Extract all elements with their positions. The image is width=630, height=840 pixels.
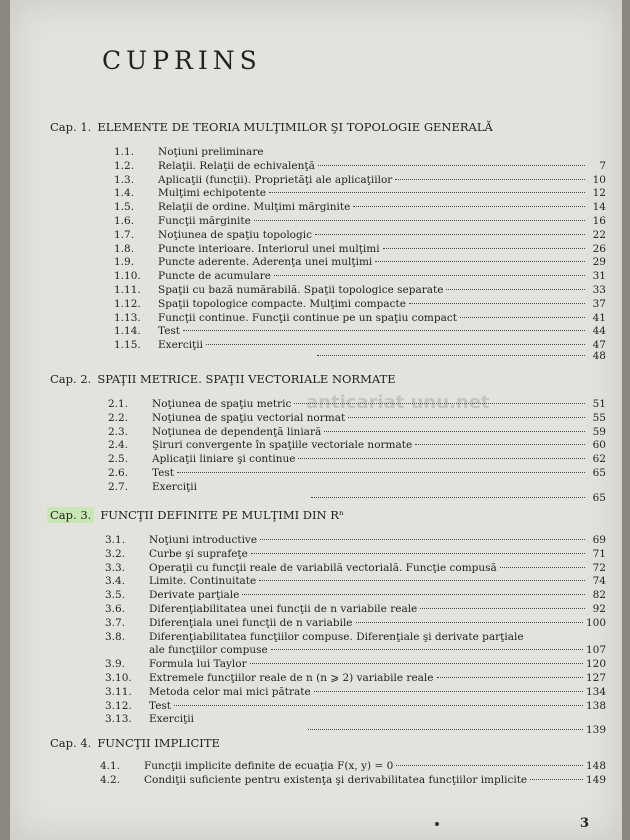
toc-entry[interactable] bbox=[114, 160, 606, 172]
entry-page: 47 bbox=[592, 339, 606, 352]
entry-title: Metoda celor mai mici pătrate bbox=[149, 685, 311, 698]
entry-number: 2.6. bbox=[108, 467, 129, 479]
leader-dots bbox=[317, 355, 585, 356]
watermark bbox=[306, 392, 490, 413]
leader-dots bbox=[269, 192, 585, 193]
entry-page: 69 bbox=[592, 534, 606, 546]
entry-number: 1.3. bbox=[114, 173, 135, 186]
leader-dots bbox=[315, 234, 585, 235]
entry-title: Spaţii topologice compacte. Mulţimi compacte bbox=[158, 297, 406, 310]
leader-dots bbox=[396, 765, 583, 766]
entry-number: 1.8. bbox=[114, 242, 135, 255]
document-page bbox=[10, 0, 622, 840]
toc-entry[interactable] bbox=[114, 174, 606, 186]
chapter-title: ELEMENTE DE TEORIA MULŢIMILOR ŞI TOPOLOGIE GENERALĂ bbox=[97, 120, 493, 134]
entry-title: Mulţimi echipotente bbox=[158, 187, 266, 200]
toc-entry[interactable] bbox=[114, 229, 606, 241]
entry-title: Exerciţii bbox=[158, 339, 203, 352]
leader-dots bbox=[530, 779, 583, 780]
toc-entry[interactable] bbox=[105, 631, 606, 643]
entry-number: 1.9. bbox=[114, 256, 135, 269]
entry-number: 1.2. bbox=[114, 159, 135, 172]
entry-number: 1.5. bbox=[114, 201, 135, 214]
entry-page: 26 bbox=[592, 242, 606, 255]
leader-dots bbox=[446, 289, 585, 290]
entry-page: 59 bbox=[592, 425, 606, 438]
entry-page: 148 bbox=[585, 760, 606, 772]
entry-title: Operaţii cu funcţii reale de variabilă vectorială. Funcţie compusă bbox=[149, 561, 497, 574]
chapter-heading bbox=[50, 120, 493, 134]
toc-entry[interactable] bbox=[114, 270, 606, 282]
entry-number: 3.1. bbox=[105, 534, 126, 546]
toc-entry[interactable] bbox=[108, 412, 606, 424]
toc-entry[interactable] bbox=[114, 146, 606, 158]
leader-dots bbox=[250, 663, 583, 664]
entry-page: 55 bbox=[592, 411, 606, 424]
leader-dots bbox=[348, 417, 585, 418]
entry-title: Diferenţiabilitatea unei funcţii de n variabile reale bbox=[149, 603, 418, 615]
page-title: CUPRINS bbox=[102, 46, 262, 75]
entry-title: ale funcţiilor compuse bbox=[149, 644, 268, 657]
toc-entry[interactable] bbox=[100, 760, 606, 772]
entry-number: 3.9. bbox=[105, 658, 126, 671]
toc-entry[interactable] bbox=[108, 426, 606, 438]
entry-number: 3.3. bbox=[105, 561, 126, 574]
toc-entry[interactable] bbox=[105, 589, 606, 601]
entry-title: Test bbox=[158, 325, 181, 338]
entry-page: 12 bbox=[592, 187, 606, 200]
entry-page: 7 bbox=[599, 159, 606, 172]
entry-page: 120 bbox=[585, 658, 606, 671]
entry-number: 3.8. bbox=[105, 630, 126, 643]
leader-dots bbox=[259, 580, 585, 581]
toc-entry[interactable] bbox=[114, 215, 606, 227]
entry-number: 3.5. bbox=[105, 589, 126, 602]
entry-number: 3.7. bbox=[105, 616, 126, 629]
entry-page: 31 bbox=[592, 270, 606, 283]
entry-title: Funcţii implicite definite de ecuaţia F(x, y) = 0 bbox=[144, 760, 394, 772]
entry-number: 3.6. bbox=[105, 603, 126, 615]
chapter-number: Cap. 1. bbox=[50, 120, 92, 134]
leader-dots bbox=[254, 220, 585, 221]
leader-dots bbox=[383, 248, 585, 249]
entry-number: 2.3. bbox=[108, 425, 129, 438]
entry-page: 139 bbox=[585, 724, 606, 737]
entry-title: Funcţii mărginite bbox=[158, 215, 251, 227]
toc-last-page bbox=[305, 724, 606, 736]
entry-number: 3.11. bbox=[105, 685, 132, 698]
leader-dots bbox=[353, 206, 585, 207]
toc-entry[interactable] bbox=[105, 548, 606, 560]
chapter-title: SPAŢII METRICE. SPAŢII VECTORIALE NORMATE bbox=[97, 372, 396, 386]
toc-last-page bbox=[308, 492, 606, 504]
entry-page: 82 bbox=[592, 589, 606, 602]
leader-dots bbox=[308, 729, 583, 730]
entry-page: 33 bbox=[592, 284, 606, 296]
toc-entry[interactable] bbox=[105, 603, 606, 615]
leader-dots bbox=[375, 261, 585, 262]
entry-title: Noţiunea de spaţiu metric bbox=[152, 398, 292, 410]
leader-dots bbox=[356, 622, 583, 623]
leader-dots bbox=[314, 691, 583, 692]
entry-title: Relaţii de ordine. Mulţimi mărginite bbox=[158, 201, 351, 214]
entry-title: Formula lui Taylor bbox=[149, 658, 247, 671]
entry-title: Limite. Continuitate bbox=[149, 575, 257, 588]
toc-entry[interactable] bbox=[105, 562, 606, 574]
leader-dots bbox=[174, 705, 583, 706]
leader-dots bbox=[206, 344, 585, 345]
leader-dots bbox=[415, 444, 585, 445]
entry-page: 41 bbox=[592, 311, 606, 324]
entry-number: 1.6. bbox=[114, 215, 135, 227]
entry-title: Aplicaţii (funcţii). Proprietăţi ale aplicaţiilor bbox=[158, 173, 393, 186]
entry-page: 65 bbox=[592, 491, 606, 504]
entry-number: 2.2. bbox=[108, 411, 129, 424]
toc-entry[interactable] bbox=[105, 617, 606, 629]
leader-dots bbox=[460, 317, 585, 318]
toc-entry[interactable] bbox=[114, 201, 606, 213]
leader-dots bbox=[500, 567, 585, 568]
entry-title: Noţiuni preliminare bbox=[158, 146, 264, 158]
leader-dots bbox=[318, 165, 585, 166]
entry-page: 127 bbox=[585, 672, 606, 684]
leader-dots bbox=[437, 677, 583, 678]
entry-number: 1.12. bbox=[114, 297, 141, 310]
entry-title: Aplicaţii liniare şi continue bbox=[152, 453, 296, 466]
entry-number: 1.11. bbox=[114, 284, 141, 296]
entry-page: 22 bbox=[592, 228, 606, 241]
entry-title: Diferenţiabilitatea funcţiilor compuse. Diferenţiale şi derivate parţiale bbox=[149, 630, 524, 643]
entry-number: 3.10. bbox=[105, 672, 132, 684]
entry-page: 16 bbox=[592, 215, 606, 227]
entry-page: 29 bbox=[592, 256, 606, 269]
entry-title: Exerciţii bbox=[152, 480, 197, 493]
toc-entry[interactable] bbox=[105, 700, 606, 712]
entry-number: 3.4. bbox=[105, 575, 126, 588]
toc-entry[interactable] bbox=[114, 325, 606, 337]
entry-page: 37 bbox=[592, 297, 606, 310]
entry-page: 72 bbox=[592, 561, 606, 574]
entry-page: 134 bbox=[585, 685, 606, 698]
entry-page: 138 bbox=[585, 699, 606, 712]
entry-page: 149 bbox=[585, 773, 606, 786]
entry-number: 3.2. bbox=[105, 547, 126, 560]
entry-title: Funcţii continue. Funcţii continue pe un spaţiu compact bbox=[158, 311, 457, 324]
entry-title: Noţiunea de spaţiu vectorial normat bbox=[152, 411, 346, 424]
leader-dots bbox=[420, 608, 585, 609]
entry-page: 62 bbox=[592, 453, 606, 466]
leader-dots bbox=[324, 431, 585, 432]
toc-entry[interactable] bbox=[108, 453, 606, 465]
entry-title: Extremele funcţiilor reale de n (n ⩾ 2) variabile reale bbox=[149, 672, 434, 684]
entry-page: 60 bbox=[592, 439, 606, 452]
toc-entry[interactable] bbox=[108, 439, 606, 451]
leader-dots bbox=[242, 594, 585, 595]
toc-entry[interactable] bbox=[105, 686, 606, 698]
chapter-heading bbox=[50, 372, 396, 386]
chapter-title: FUNCŢII IMPLICITE bbox=[97, 736, 220, 750]
entry-title: Spaţii cu bază numărabilă. Spaţii topologice separate bbox=[158, 284, 444, 296]
entry-title: Diferenţiala unei funcţii de n variabile bbox=[149, 616, 353, 629]
leader-dots bbox=[271, 649, 583, 650]
entry-title: Puncte de acumulare bbox=[158, 270, 271, 283]
entry-title: Noţiunea de dependenţă liniară bbox=[152, 425, 322, 438]
entry-title: Relaţii. Relaţii de echivalenţă bbox=[158, 159, 315, 172]
toc-entry[interactable] bbox=[114, 284, 606, 296]
entry-title: Şiruri convergente în spaţiile vectoriale normate bbox=[152, 439, 413, 452]
entry-title: Exerciţii bbox=[149, 713, 194, 726]
entry-page: 92 bbox=[592, 603, 606, 615]
toc-entry[interactable] bbox=[114, 187, 606, 199]
toc-entry[interactable] bbox=[114, 312, 606, 324]
leader-dots bbox=[177, 472, 585, 473]
leader-dots bbox=[409, 303, 585, 304]
toc-last-page bbox=[314, 350, 606, 362]
toc-entry[interactable] bbox=[105, 534, 606, 546]
chapter-number: Cap. 3. bbox=[47, 507, 94, 523]
entry-number: 1.14. bbox=[114, 325, 141, 338]
entry-page: 107 bbox=[585, 644, 606, 657]
leader-dots bbox=[183, 330, 585, 331]
entry-page: 51 bbox=[592, 398, 606, 410]
toc-entry[interactable] bbox=[114, 256, 606, 268]
entry-page: 100 bbox=[585, 616, 606, 629]
entry-number: 4.2. bbox=[100, 773, 121, 786]
toc-entry[interactable] bbox=[105, 575, 606, 587]
toc-entry[interactable] bbox=[105, 644, 606, 656]
page-number: 3 bbox=[580, 816, 590, 831]
leader-dots bbox=[260, 539, 585, 540]
entry-number: 3.13. bbox=[105, 713, 132, 726]
leader-dots bbox=[274, 275, 585, 276]
entry-number: 2.5. bbox=[108, 453, 129, 466]
entry-number: 1.4. bbox=[114, 187, 135, 200]
chapter-number: Cap. 4. bbox=[50, 736, 92, 750]
entry-page: 71 bbox=[592, 547, 606, 560]
entry-title: Puncte aderente. Aderenţa unei mulţimi bbox=[158, 256, 373, 269]
entry-number: 2.4. bbox=[108, 439, 129, 452]
entry-number: 1.15. bbox=[114, 339, 141, 352]
chapter-number: Cap. 2. bbox=[50, 372, 92, 386]
entry-page: 44 bbox=[592, 325, 606, 338]
chapter-heading bbox=[50, 508, 344, 522]
leader-dots bbox=[298, 458, 585, 459]
entry-title: Derivate parţiale bbox=[149, 589, 240, 602]
entry-number: 2.7. bbox=[108, 480, 129, 493]
entry-number: 2.1. bbox=[108, 398, 129, 410]
watermark-text: anticariat unu.net bbox=[306, 392, 490, 413]
entry-page: 10 bbox=[592, 173, 606, 186]
entry-title: Test bbox=[152, 467, 175, 479]
leader-dots bbox=[251, 553, 585, 554]
entry-number: 1.7. bbox=[114, 228, 135, 241]
toc-entry[interactable] bbox=[100, 774, 606, 786]
entry-number: 4.1. bbox=[100, 760, 121, 772]
toc-entry[interactable] bbox=[114, 243, 606, 255]
toc-entry[interactable] bbox=[105, 672, 606, 684]
leader-dots bbox=[311, 497, 585, 498]
entry-page: 14 bbox=[592, 201, 606, 214]
chapter-title: FUNCŢII DEFINITE PE MULŢIMI DIN Rⁿ bbox=[100, 508, 344, 522]
chapter-heading bbox=[50, 736, 220, 750]
entry-title: Noţiunea de spaţiu topologic bbox=[158, 228, 312, 241]
entry-title: Curbe şi suprafeţe bbox=[149, 547, 248, 560]
entry-title: Noţiuni introductive bbox=[149, 534, 258, 546]
entry-number: 1.13. bbox=[114, 311, 141, 324]
entry-number: 1.10. bbox=[114, 270, 141, 283]
entry-number: 1.1. bbox=[114, 146, 135, 158]
toc-entry[interactable] bbox=[108, 467, 606, 479]
entry-title: Test bbox=[149, 699, 172, 712]
toc-entry[interactable] bbox=[105, 658, 606, 670]
entry-number: 3.12. bbox=[105, 699, 132, 712]
entry-title: Condiţii suficiente pentru existenţa şi derivabilitatea funcţiilor implicite bbox=[144, 773, 528, 786]
entry-page: 48 bbox=[592, 350, 606, 362]
toc-entry[interactable] bbox=[114, 298, 606, 310]
leader-dots bbox=[395, 179, 585, 180]
ink-dot bbox=[435, 822, 439, 826]
entry-page: 65 bbox=[592, 467, 606, 479]
entry-title: Puncte interioare. Interiorul unei mulţimi bbox=[158, 242, 380, 255]
entry-page: 74 bbox=[592, 575, 606, 588]
